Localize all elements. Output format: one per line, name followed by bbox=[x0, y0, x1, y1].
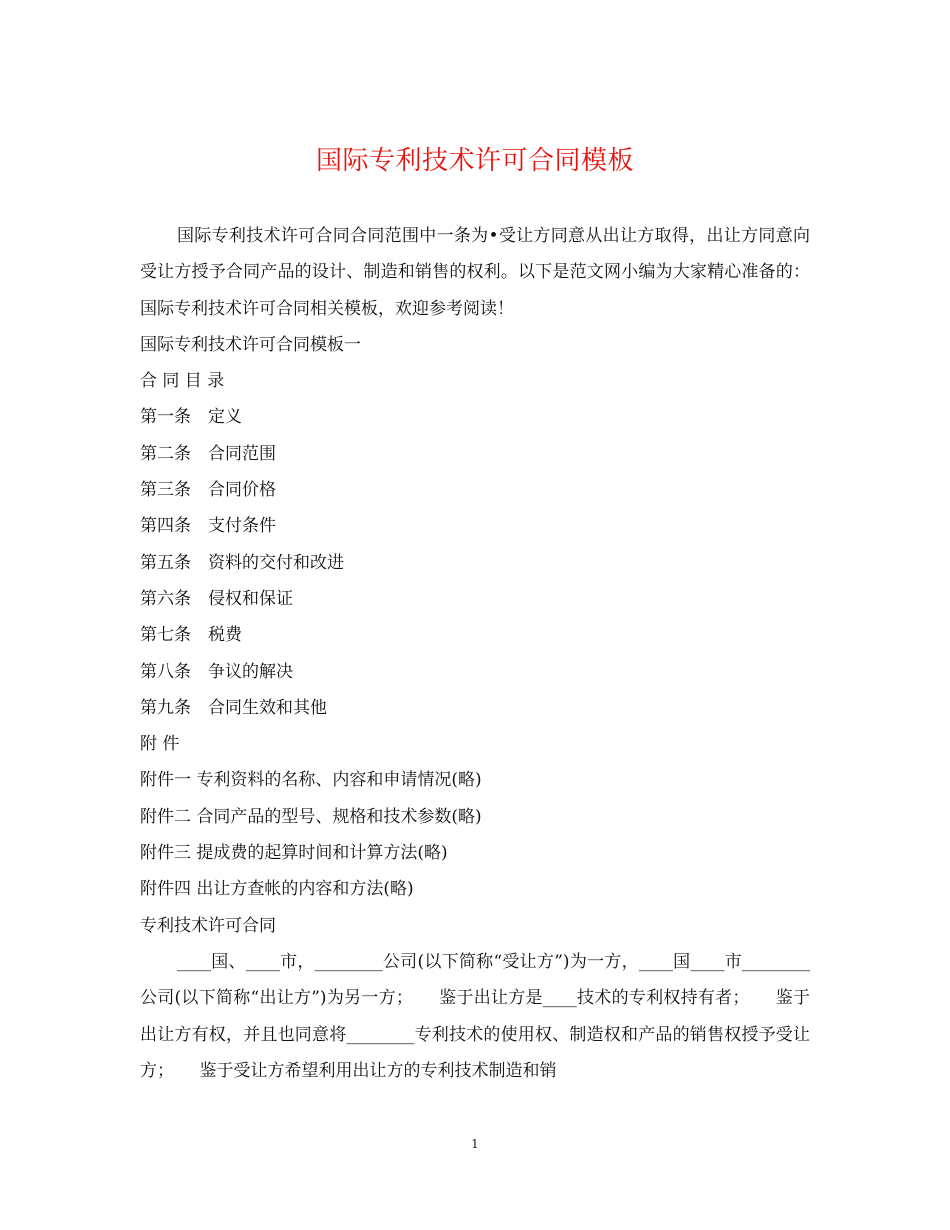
contract-heading: 专利技术许可合同 bbox=[140, 915, 276, 936]
article-item: 第七条 税费 bbox=[140, 625, 242, 646]
article-item: 第八条 争议的解决 bbox=[140, 661, 293, 682]
intro-paragraph: 国际专利技术许可合同合同范围中一条为•受让方同意从出让方取得，出让方同意向受让方授予合同产品的设计、制造和销售的权利。以下是范文网小编为大家精心准备的：国际专利技术许可合同相关模板，欢迎参考阅读！ bbox=[140, 226, 810, 319]
toc-heading: 合 同 目 录 bbox=[140, 371, 225, 392]
article-item: 第一条 定义 bbox=[140, 407, 242, 428]
contract-body-paragraph: ____国、____市，________公司(以下简称“受让方”)为一方，____国____市________公司(以下简称“出让方”)为另一方； 鉴于出让方是____技术的专利权持有者； 鉴于出让方有权，并且也同意将________专利技术的使用权、制造权和产品的销售权授予受让方； 鉴于受让方希望利用出让方的专利技术制造和销 bbox=[140, 951, 810, 1081]
article-item: 第四条 支付条件 bbox=[140, 516, 276, 537]
article-item: 第二条 合同范围 bbox=[140, 443, 276, 464]
appendix-item: 附件一 专利资料的名称、内容和申请情况(略) bbox=[140, 770, 482, 791]
page-number: 1 bbox=[471, 1137, 479, 1151]
article-item: 第五条 资料的交付和改进 bbox=[140, 552, 344, 573]
appendix-item: 附件三 提成费的起算时间和计算方法(略) bbox=[140, 843, 448, 864]
appendix-item: 附件二 合同产品的型号、规格和技术参数(略) bbox=[140, 806, 482, 827]
appendix-item: 附件四 出让方查帐的内容和方法(略) bbox=[140, 879, 414, 900]
article-item: 第三条 合同价格 bbox=[140, 480, 276, 501]
document-body bbox=[140, 218, 810, 1089]
article-item: 第九条 合同生效和其他 bbox=[140, 697, 327, 718]
article-item: 第六条 侵权和保证 bbox=[140, 588, 293, 609]
appendix-heading: 附 件 bbox=[140, 734, 180, 755]
document-title: 国际专利技术许可合同模板 bbox=[315, 146, 634, 176]
section-heading: 国际专利技术许可合同模板一 bbox=[140, 334, 361, 355]
